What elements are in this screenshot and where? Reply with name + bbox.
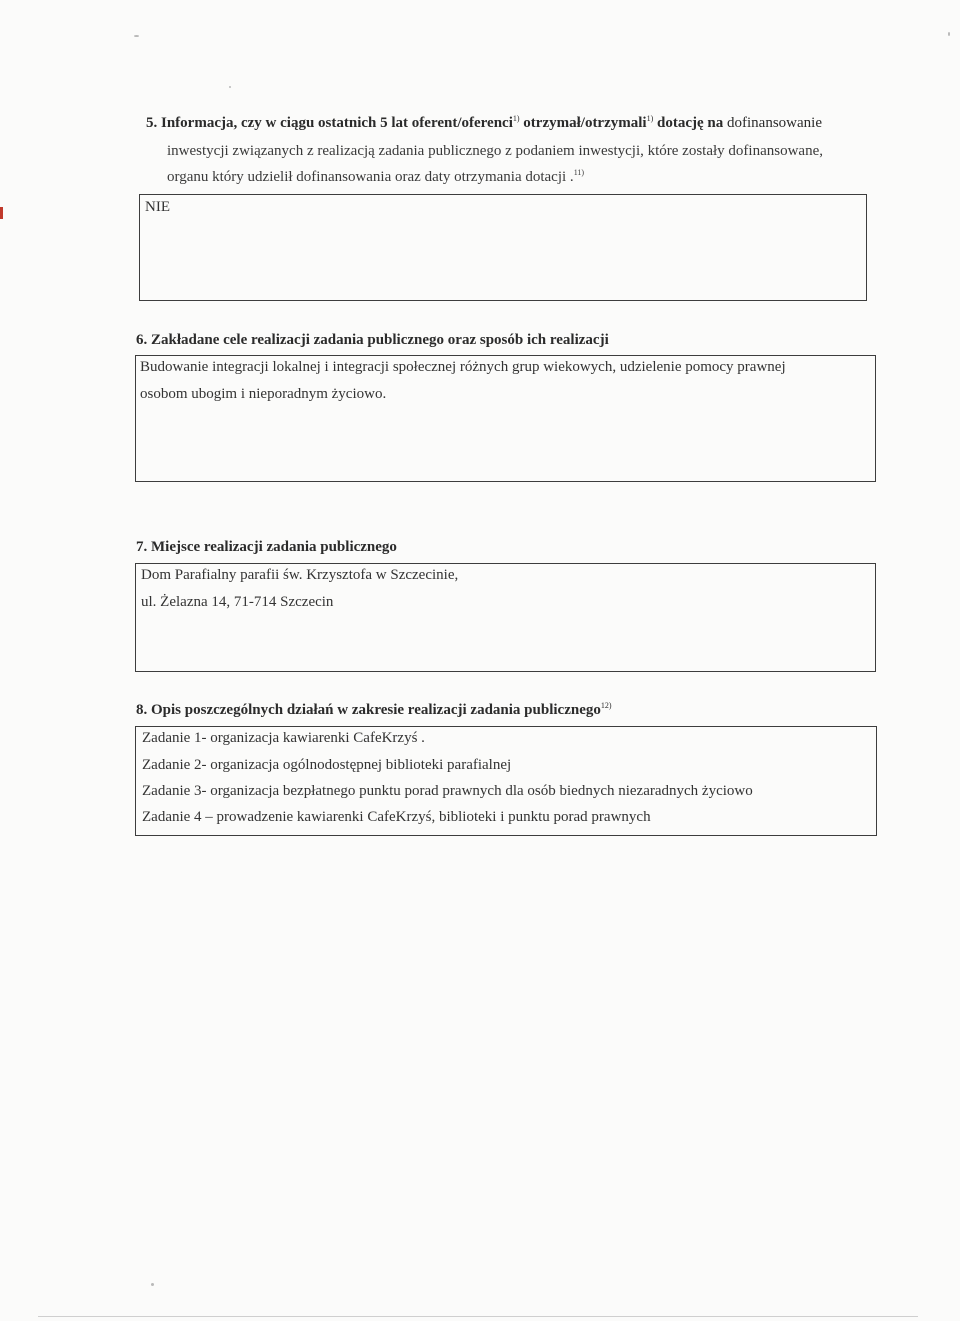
task-1: Zadanie 1- organizacja kawiarenki CafeKrzyś .	[142, 730, 425, 746]
footnote-ref-1a: 1)	[512, 114, 520, 123]
section-5-heading-part-1: Informacja, czy w ciągu ostatnich 5 lat oferent/oferenci	[161, 115, 513, 131]
section-7-line-1: Dom Parafialny parafii św. Krzysztofa w Szczecinie,	[141, 567, 459, 583]
scan-speck	[151, 1283, 154, 1286]
section-6-line-2: osobom ubogim i nieporadnym życiowo.	[140, 386, 387, 402]
task-2: Zadanie 2- organizacja ogólnodostępnej biblioteki parafialnej	[142, 757, 512, 773]
section-5-answer-box[interactable]	[139, 194, 867, 301]
task-3: Zadanie 3- organizacja bezpłatnego punktu porad prawnych dla osób biednych niezaradnych życiowo	[142, 783, 753, 799]
section-6-heading-text: 6. Zakładane cele realizacji zadania publicznego oraz sposób ich realizacji	[136, 332, 609, 348]
task-4: Zadanie 4 – prowadzenie kawiarenki CafeKrzyś, biblioteki i punktu porad prawnych	[142, 809, 651, 825]
section-5-heading-part-2: otrzymał/otrzymali	[519, 115, 647, 131]
scan-red-mark	[0, 207, 3, 219]
page-bottom-rule	[38, 1316, 918, 1317]
section-5-heading-part-3: dotację na	[653, 115, 724, 131]
scan-speck	[134, 35, 139, 37]
footnote-ref-12: 12)	[600, 701, 612, 710]
section-6-heading	[136, 331, 609, 349]
section-6-line-1: Budowanie integracji lokalnej i integracji społecznej różnych grup wiekowych, udzielenie pomocy prawnej	[140, 359, 786, 375]
section-8-heading-text: 8. Opis poszczególnych działań w zakresie realizacji zadania publicznego	[136, 702, 601, 718]
section-8-answer-box[interactable]	[135, 726, 877, 836]
footnote-ref-11: 11)	[573, 168, 585, 177]
footnote-ref-1b: 1)	[646, 114, 654, 123]
section-7-heading-text: 7. Miejsce realizacji zadania publicznego	[136, 539, 397, 555]
section-6-answer-box[interactable]	[135, 355, 876, 482]
section-5-answer: NIE	[145, 199, 170, 215]
section-5-line-3	[167, 168, 584, 186]
section-5-number: 5.	[146, 115, 158, 131]
scan-speck	[229, 86, 231, 88]
section-7-answer-box[interactable]	[135, 563, 876, 672]
scan-speck	[948, 32, 950, 36]
section-5-line-2: inwestycji związanych z realizacją zadania publicznego z podaniem inwestycji, które zostały dofinansowane,	[167, 143, 823, 159]
section-5-heading	[146, 114, 822, 132]
section-7-heading	[136, 538, 397, 556]
section-5-line-3-text: organu który udzielił dofinansowania oraz daty otrzymania dotacji .	[167, 169, 574, 185]
section-7-line-2: ul. Żelazna 14, 71-714 Szczecin	[141, 594, 334, 610]
section-5-heading-part-4: dofinansowanie	[723, 115, 822, 131]
section-8-heading	[136, 701, 612, 719]
